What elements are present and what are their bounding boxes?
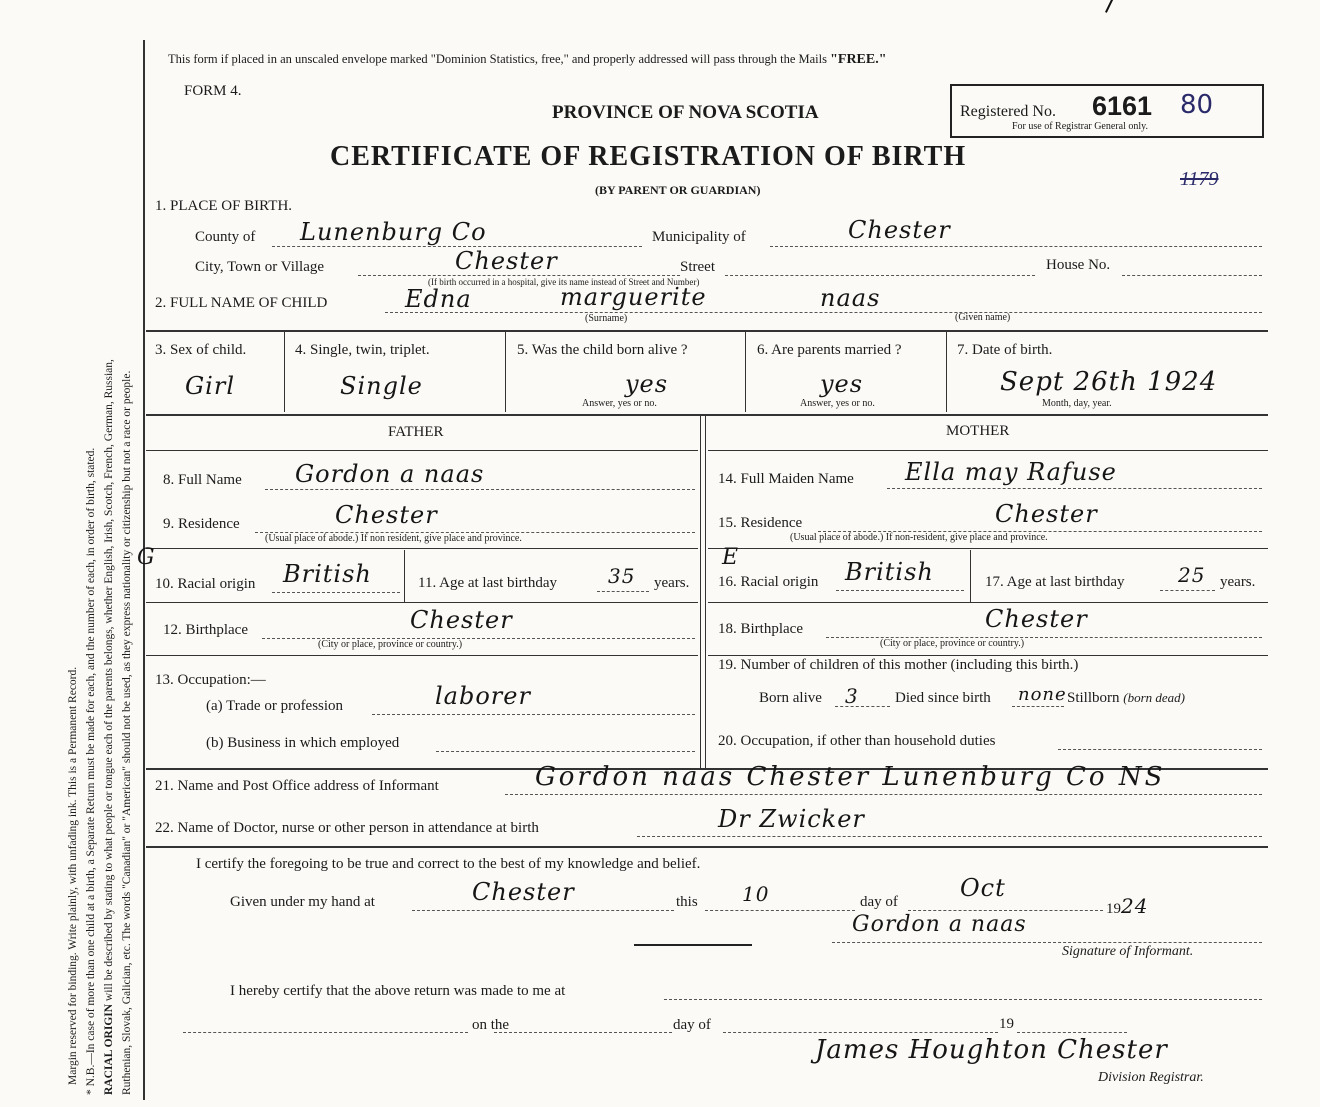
father-birthplace-note: (City or place, province or country.) [318,639,463,650]
plural-birth-note: * N.B.—In case of more than one child at a birth, a Separate Return must be made for each, and the number of each, in order of birth, stated. [85,447,97,1095]
informant-label: 21. Name and Post Office address of Informant [155,778,439,794]
mother-name-label: 14. Full Maiden Name [718,471,854,487]
county-label: County of [195,229,256,245]
mother-birthplace-value: Chester [985,605,1088,633]
racial-origin-note: RACIAL ORIGIN will be described by stating to what people or tongue each of the parents belongs, whether English, Irish, Scotch, French, German, Russian, [103,359,115,1095]
house-no-label: House No. [1046,257,1111,273]
born-alive-label: 5. Was the child born alive ? [517,342,688,358]
registrar-day-of-label: day of [673,1017,711,1033]
trade-label: (a) Trade or profession [206,698,344,714]
mother-birthplace-note: (City or place, province or country.) [880,638,1025,649]
child-given-second: marguerite [560,283,707,311]
father-residence-label: 9. Residence [163,516,240,532]
mother-abode-note: (Usual place of abode.) If non-resident, give place and province. [790,532,1048,543]
registrar-year-label: 19 [999,1016,1014,1032]
sex-label: 3. Sex of child. [155,342,247,358]
street-label: Street [680,259,715,275]
surname-note: (Surname) [585,313,628,324]
father-racial-value: British [283,560,372,588]
father-birthplace-label: 12. Birthplace [163,622,248,638]
place-of-birth-heading: 1. PLACE OF BIRTH. [155,198,293,214]
mother-occupation-label: 20. Occupation, if other than household duties [718,733,996,749]
parents-married-value: yes [820,370,864,398]
doctor-label: 22. Name of Doctor, nurse or other person in attendance at birth [155,820,539,836]
mother-years-label: years. [1220,574,1256,590]
form-number: FORM 4. [184,83,242,99]
sex-value: Girl [185,372,235,400]
father-heading: FATHER [388,424,444,440]
city-value: Chester [455,247,558,275]
pen-stroke [1105,0,1173,13]
informant-value: Gordon naas Chester Lunenburg Co NS [535,762,1166,792]
signature-rule [634,944,752,946]
father-name-label: 8. Full Name [163,472,242,488]
mother-age-label: 17. Age at last birthday [985,574,1125,590]
born-alive-count: 3 [845,684,859,708]
certificate-title: CERTIFICATE OF REGISTRATION OF BIRTH [330,141,967,172]
day-of-label: day of [860,894,898,910]
registrar-note: For use of Registrar General only. [1012,121,1148,132]
child-name-label: 2. FULL NAME OF CHILD [155,295,328,311]
given-under-label: Given under my hand at [230,894,375,910]
died-since-birth-label: Died since birth [895,690,991,706]
mother-racial-value: British [845,558,934,586]
on-the-label: on the [472,1017,510,1033]
municipality-value: Chester [848,216,951,244]
certification-place: Chester [472,878,575,906]
province-title: PROVINCE OF NOVA SCOTIA [552,102,819,123]
mother-birthplace-label: 18. Birthplace [718,621,803,637]
died-since-birth-value: none [1018,684,1067,705]
certification-month: Oct [960,874,1006,902]
child-given-first: Edna [405,285,472,313]
parents-married-label: 6. Are parents married ? [757,342,902,358]
certification-statement: I certify the foregoing to be true and correct to the best of my knowledge and belief. [196,856,701,872]
father-birthplace-value: Chester [410,606,513,634]
mother-name-value: Ella may Rafuse [905,458,1117,486]
father-racial-label: 10. Racial origin [155,576,256,592]
father-years-label: years. [654,575,690,591]
mother-age-value: 25 [1178,563,1206,587]
registered-label: Registered No. [960,103,1056,120]
trade-value: laborer [435,682,531,710]
father-name-value: Gordon a naas [295,460,485,488]
municipality-label: Municipality of [652,229,746,245]
registrar-signature-label: Division Registrar. [1098,1070,1204,1085]
father-abode-note: (Usual place of abode.) If non resident, give place and province. [265,533,522,544]
registered-number: 6161 [1092,91,1153,121]
certification-day: 10 [742,882,770,906]
mother-margin-mark: E [722,545,740,570]
dob-value: Sept 26th 1924 [1000,367,1218,397]
registrar-statement: I hereby certify that the above return was made to me at [230,983,566,999]
margin-rule [143,40,145,1100]
dob-label: 7. Date of birth. [957,342,1053,358]
parents-married-note: Answer, yes or no. [800,398,875,409]
city-label: City, Town or Village [195,259,325,275]
born-alive-note: Answer, yes or no. [582,398,657,409]
certificate-subtitle: (BY PARENT OR GUARDIAN) [595,183,761,197]
certification-year: 1924 [1106,894,1149,918]
registered-number-box [950,84,1264,138]
mail-notice: This form if placed in an unscaled envelope marked "Dominion Statistics, free," and properly addressed will pass through the Mails "FREE." [168,52,887,67]
doctor-value: Dr Zwicker [718,805,865,833]
plurality-label: 4. Single, twin, triplet. [295,342,430,358]
stillborn-label: Stillborn (born dead) [1067,690,1186,706]
mother-heading: MOTHER [946,423,1010,439]
this-label: this [676,894,698,910]
county-value: Lunenburg Co [300,218,487,246]
plurality-value: Single [340,372,423,400]
racial-origin-note-cont: Ruthenian, Slovak, Galician, etc. The words "Canadian" or "American" should not be used, as they express nationality or citizenship but not a race or people. [121,370,133,1095]
dob-note: Month, day, year. [1042,398,1112,409]
mother-residence-label: 15. Residence [718,515,803,531]
given-name-note: (Given name) [955,312,1011,323]
binding-margin-note: Margin reserved for binding. Write plainly, with unfading ink. This is a Permanent Record. [67,666,79,1085]
business-label: (b) Business in which employed [206,735,400,751]
registrar-signature: James Houghton Chester [815,1035,1168,1065]
children-count-label: 19. Number of children of this mother (including this birth.) [718,657,1079,673]
stamp-number: 1179 [1180,168,1219,190]
father-residence-value: Chester [335,501,438,529]
child-surname: naas [820,284,881,312]
born-alive-value: yes [625,370,669,398]
informant-signature: Gordon a naas [852,912,1027,937]
father-age-value: 35 [608,564,636,588]
mother-residence-value: Chester [995,500,1098,528]
occupation-label: 13. Occupation:— [155,672,266,688]
mother-racial-label: 16. Racial origin [718,574,819,590]
hospital-note: (If birth occurred in a hospital, give its name instead of Street and Number) [428,277,700,287]
father-margin-mark: G [137,545,156,570]
born-alive-count-label: Born alive [759,690,822,706]
informant-signature-label: Signature of Informant. [1062,944,1194,959]
father-age-label: 11. Age at last birthday [418,575,557,591]
registered-number-handwritten: 80 [1180,90,1214,120]
